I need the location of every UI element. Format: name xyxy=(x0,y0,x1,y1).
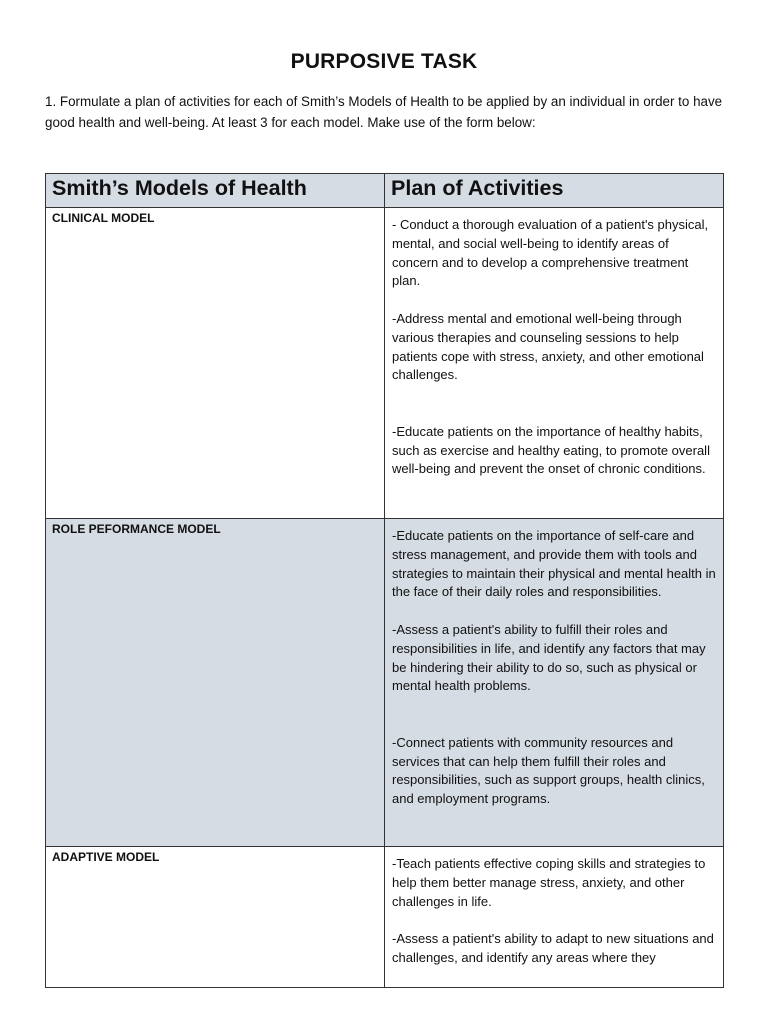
activity-item: -Assess a patient's ability to fulfill their roles and responsibilities in life, and identify any factors that may be hindering their ability to do so, such as physical or mental health problems. xyxy=(392,621,706,694)
header-activities: Plan of Activities xyxy=(385,174,724,208)
activity-item: -Educate patients on the importance of healthy habits, such as exercise and healthy eating, to promote overall well-being and prevent the onset of chronic conditions. xyxy=(392,423,710,477)
activity-item: -Assess a patient's ability to adapt to new situations and challenges, and identify any areas where they xyxy=(392,931,714,965)
activities-cell xyxy=(385,208,724,519)
model-name: ROLE PEFORMANCE MODEL xyxy=(46,519,385,847)
activity-item: -Address mental and emotional well-being through various therapies and counseling sessions to help patients cope with stress, anxiety, and other emotional challenges. xyxy=(392,310,704,383)
activities-cell xyxy=(385,519,724,847)
table-header-row xyxy=(46,174,724,208)
model-name: ADAPTIVE MODEL xyxy=(46,847,385,988)
activity-item: - Conduct a thorough evaluation of a patient's physical, mental, and social well-being to identify areas of concern and to develop a comprehensive treatment plan. xyxy=(392,217,709,289)
models-table xyxy=(45,173,724,988)
instructions-paragraph: 1. Formulate a plan of activities for each of Smith’s Models of Health to be applied by an individual in order to have good health and well-being. At least 3 for each model. Make use of the form below: xyxy=(45,94,723,130)
activity-item: -Connect patients with community resources and services that can help them fulfill their roles and responsibilities, such as support groups, health clinics, and employment programs. xyxy=(392,734,705,807)
table-row-role-performance xyxy=(46,519,724,847)
activities-cell xyxy=(385,847,724,988)
table-row-adaptive xyxy=(46,847,724,988)
model-name: CLINICAL MODEL xyxy=(46,208,385,519)
table-row-clinical xyxy=(46,208,724,519)
activity-item: -Teach patients effective coping skills and strategies to help them better manage stress, anxiety, and other challenges in life. xyxy=(392,856,706,909)
header-models: Smith’s Models of Health xyxy=(46,174,385,208)
page-title: PURPOSIVE TASK xyxy=(290,50,478,73)
activity-item: -Educate patients on the importance of self-care and stress management, and provide them with tools and strategies to maintain their physical and mental health in the face of their daily roles and responsibilities. xyxy=(392,528,716,600)
